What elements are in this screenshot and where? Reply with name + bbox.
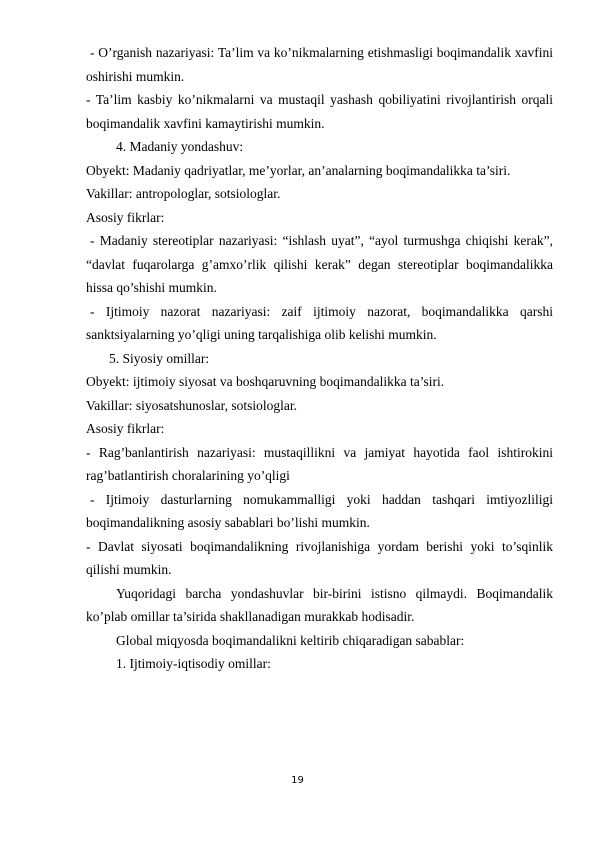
paragraph-social-control-theory: - Ijtimoiy nazorat nazariyasi: zaif ijtimoiy nazorat, boqimandalikka qarshi sanktsiyalarning yo’qligi uning tarqalishiga olib kelishi mumkin. [86,303,553,342]
paragraph-political-representatives: Vakillar: siyosatshunoslar, sotsiologlar. [86,397,297,413]
paragraph-education-skills: - Ta’lim kasbiy ko’nikmalarni va mustaqil yashash qobiliyatini rivojlantirish orqali boqimandalik xavfini kamaytirishi mumkin. [86,92,553,131]
paragraph-stereotype-theory: - Madaniy stereotiplar nazariyasi: “ishlash uyat”, “ayol turmushga chiqishi kerak”, “davlat fuqarolarga g’amxo’rlik qilishi kerak” degan stereotiplar boqimandalikka hissa qo’shishi mumkin. [86,233,553,295]
page-number: 19 [291,775,304,786]
paragraph-summary: Yuqoridagi barcha yondashuvlar bir-birini istisno qilmaydi. Boqimandalik ko’plab omillar ta’sirida shakllanadigan murakkab hodisadir. [86,585,553,624]
paragraph-social-programs: - Ijtimoiy dasturlarning nomukammalligi yoki haddan tashqari imtiyozliligi boqimandalikning asosiy sabablari bo’lishi mumkin. [86,491,553,530]
paragraph-state-policy: - Davlat siyosati boqimandalikning rivojlanishiga yordam berishi yoki to’sqinlik qilishi mumkin. [86,538,553,577]
paragraph-cultural-representatives: Vakillar: antropologlar, sotsiologlar. [86,186,281,201]
paragraph-political-object: Obyekt: ijtimoiy siyosat va boshqaruvning boqimandalikka ta’siri. [86,374,445,389]
paragraph-incentive-theory: - Rag’banlantirish nazariyasi: mustaqillikni va jamiyat hayotida faol ishtirokini rag’batlantirish choralarining yo’qligi [86,444,553,483]
paragraph-learning-theory: - O’rganish nazariyasi: Ta’lim va ko’nikmalarning etishmasligi boqimandalik xavfini oshirishi mumkin. [86,45,553,84]
paragraph-main-ideas-label-2: Asosiy fikrlar: [86,421,165,436]
paragraph-global-causes: Global miqyosda boqimandalikni keltirib chiqaradigan sabablar: [116,632,465,648]
page-body [86,41,553,676]
paragraph-cultural-object: Obyekt: Madaniy qadriyatlar, me’yorlar, an’analarning boqimandalikka ta’siri. [86,162,511,178]
paragraph-main-ideas-label: Asosiy fikrlar: [86,209,165,225]
heading-cultural-approach: 4. Madaniy yondashuv: [116,139,244,154]
heading-socio-economic-factors: 1. Ijtimoiy-iqtisodiy omillar: [116,656,271,671]
heading-political-factors: 5. Siyosiy omillar: [109,350,210,366]
